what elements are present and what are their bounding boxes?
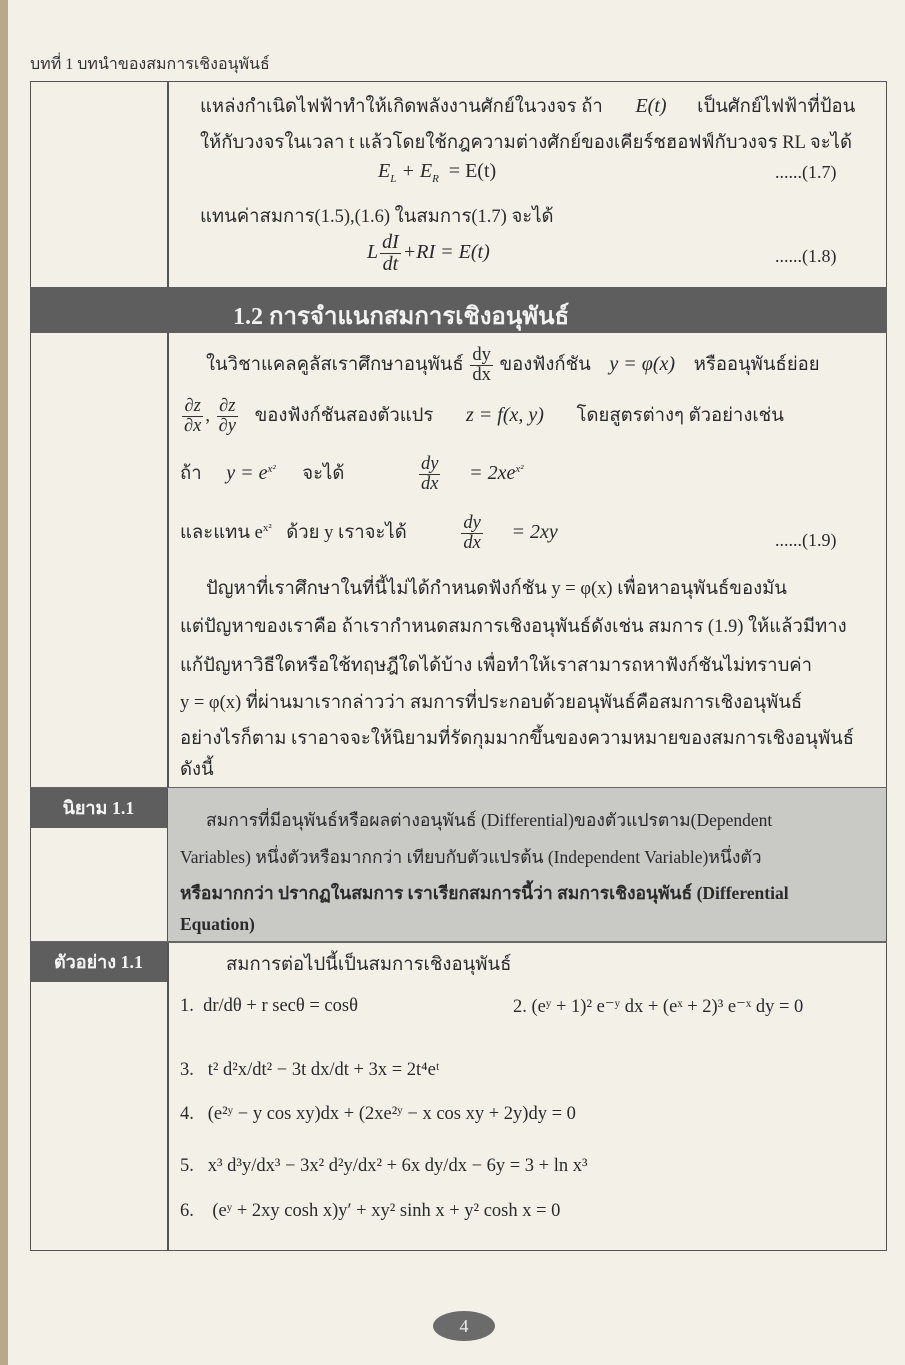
body-paragraph-line: y = φ(x) ที่ผ่านมาเรากล่าวว่า สมการที่ประกอบด้วยอนุพันธ์คือสมการเชิงอนุพันธ์: [180, 693, 803, 713]
example-equation-1: 1. dr/dθ + r secθ = cosθ: [180, 996, 358, 1016]
body-paragraph-line: แก้ปัญหาวิธีใดหรือใช้ทฤษฎีใดได้บ้าง เพื่อทำให้เราสามารถหาฟังก์ชันไม่ทราบค่า: [180, 656, 813, 676]
definition-line: Equation): [180, 914, 255, 934]
definition-line: หรือมากกว่า ปรากฏในสมการ เราเรียกสมการนี้ว่า สมการเชิงอนุพันธ์ (Differential: [180, 883, 789, 903]
body-line-3: ถ้า $y = e^{x^2}$ จะได้ $\frac{dy}{dx}$ = $2xe^{x^2}$: [180, 454, 524, 495]
example-intro: สมการต่อไปนี้เป็นสมการเชิงอนุพันธ์: [226, 955, 512, 975]
equation-1-7: $E_L + E_R = E(t)$: [378, 160, 497, 185]
example-equation-4: 4. (e²ʸ − y cos xy)dx + (2xe²ʸ − x cos xy + 2y)dy = 0: [180, 1104, 576, 1124]
example-label: ตัวอย่าง 1.1: [30, 942, 167, 982]
intro-line-3: แทนค่าสมการ(1.5),(1.6) ในสมการ(1.7) จะได้: [200, 207, 554, 227]
column-divider-top: [167, 81, 169, 287]
body-line-4: และแทน $e^{x^2}$ ด้วย y เราจะได้ $\frac{dy}{dx}$ = 2xy: [180, 513, 558, 554]
definition-line: สมการที่มีอนุพันธ์หรือผลต่างอนุพันธ์ (Differential)ของตัวแปรตาม(Dependent: [206, 810, 773, 830]
body-paragraph-line: ปัญหาที่เราศึกษาในที่นี้ไม่ได้กำหนดฟังก์ชัน y = φ(x) เพื่อหาอนุพันธ์ของมัน: [206, 579, 787, 599]
body-line-2: $\frac{\partial z}{\partial x}$ , $\frac{\partial z}{\partial y}$ ของฟังก์ชันสองตัวแปร z = f(x, y) โดยสูตรต่างๆ ตัวอย่างเช่น: [184, 396, 784, 437]
equation-number-1-7: ......(1.7): [775, 162, 837, 182]
definition-line: Variables) หนึ่งตัวหรือมากกว่า เทียบกับตัวแปรต้น (Independent Variable)หนึ่งตัว: [180, 847, 762, 867]
equation-number-1-9: ......(1.9): [775, 530, 837, 550]
intro-line-1: แหล่งกำเนิดไฟฟ้าทำให้เกิดพลังงานศักย์ในวงจร ถ้า E(t) เป็นศักย์ไฟฟ้าที่ป้อน: [200, 95, 856, 117]
section-heading-bar: [30, 287, 887, 333]
example-equation-3: 3. t² d²x/dt² − 3t dx/dt + 3x = 2t⁴eᵗ: [180, 1060, 440, 1080]
equation-number-1-8: ......(1.8): [775, 246, 837, 266]
example-equation-2: 2. (eʸ + 1)² e⁻ʸ dx + (eˣ + 2)³ e⁻ˣ dy = 0: [513, 997, 804, 1017]
body-paragraph-line: อย่างไรก็ตาม เราอาจจะให้นิยามที่รัดกุมมากขึ้นของความหมายของสมการเชิงอนุพันธ์: [180, 729, 855, 749]
body-paragraph-line: แต่ปัญหาของเราคือ ถ้าเรากำหนดสมการเชิงอนุพันธ์ดังเช่น สมการ (1.9) ให้แล้วมีทาง: [180, 617, 847, 637]
page-edge: [0, 0, 8, 1365]
example-equation-5: 5. x³ d³y/dx³ − 3x² d²y/dx² + 6x dy/dx − 6y = 3 + ln x³: [180, 1156, 588, 1176]
running-head: บทที่ 1 บทนำของสมการเชิงอนุพันธ์: [30, 56, 270, 73]
definition-label: นิยาม 1.1: [30, 788, 167, 828]
body-paragraph-line: ดังนี้: [180, 760, 214, 780]
body-line-1: ในวิชาแคลคูลัสเราศึกษาอนุพันธ์ $\frac{dy}{dx}$ ของฟังก์ชัน y = φ(x) หรืออนุพันธ์ย่อย: [206, 345, 820, 386]
section-title: 1.2 การจำแนกสมการเชิงอนุพันธ์: [233, 304, 570, 330]
intro-line-2: ให้กับวงจรในเวลา t แล้วโดยใช้กฎความต่างศักย์ของเคียร์ชฮอฟฟ์กับวงจร RL จะได้: [200, 133, 852, 153]
example-equation-6: 6. (eʸ + 2xy cosh x)y′ + xy² sinh x + y² cosh x = 0: [180, 1201, 561, 1221]
page-number: 4: [433, 1311, 495, 1341]
equation-1-8: L $\frac{dI}{dt}$ +RI = E(t): [367, 231, 490, 275]
